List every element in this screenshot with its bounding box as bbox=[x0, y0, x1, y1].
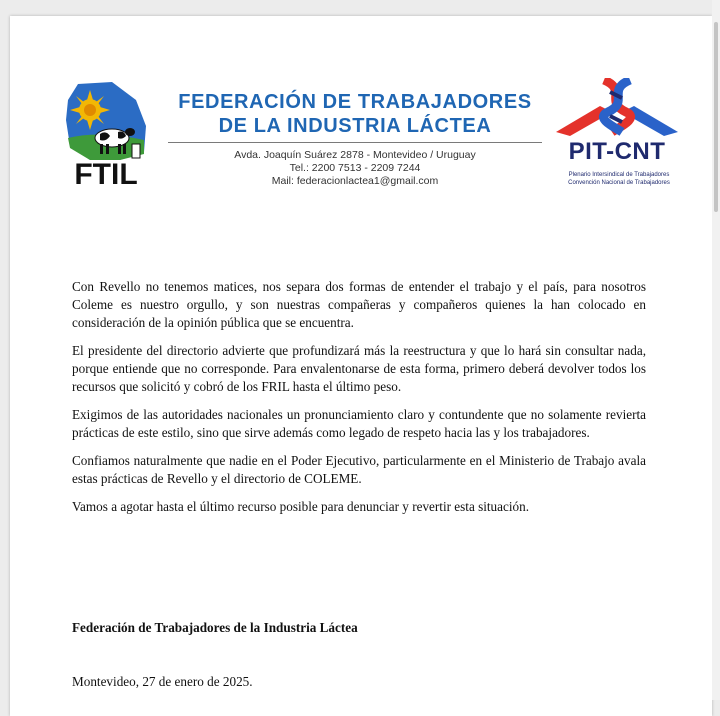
paragraph: Exigimos de las autoridades nacionales un pronunciamiento claro y contundente que no solamente revierta prácticas de este estilo, sino que sirve además como legado de respeto hacia las y los trabajadores. bbox=[72, 407, 646, 440]
letter-body bbox=[72, 278, 646, 526]
address-text: Avda. Joaquín Suárez 2878 - Montevideo / Uruguay bbox=[234, 149, 476, 161]
date-line: Montevideo, 27 de enero de 2025. bbox=[72, 674, 253, 689]
federation-title-line2: DE LA INDUSTRIA LÁCTEA bbox=[218, 115, 492, 137]
header-divider bbox=[168, 142, 542, 143]
pit-cnt-emblem-icon bbox=[556, 78, 678, 136]
pit-cnt-logo bbox=[556, 78, 678, 190]
signature: Federación de Trabajadores de la Industria Láctea bbox=[72, 620, 358, 635]
pit-cnt-title: PIT-CNT bbox=[568, 138, 666, 165]
vertical-scrollbar[interactable] bbox=[712, 0, 720, 700]
pit-cnt-subtitle-1: Plenario Intersindical de Trabajadores bbox=[568, 172, 670, 178]
phone-text: Tel.: 2200 7513 - 2209 7244 bbox=[289, 162, 421, 174]
pit-cnt-subtitle-2: Convención Nacional de Trabajadores bbox=[568, 180, 670, 186]
scrollbar-thumb[interactable] bbox=[714, 22, 718, 212]
ftil-logo-text: FTIL bbox=[74, 158, 138, 188]
federation-title bbox=[160, 90, 550, 138]
paragraph: El presidente del directorio advierte que profundizará más la reestructura y que lo hará sin consultar nada, porque entiende que no corresponde. Para envalentonarse de esta forma, primero deberá devolver todos los recursos que solicitó y cobró de los FRIL hasta el último peso. bbox=[72, 343, 646, 394]
mail-text: Mail: federacionlactea1@gmail.com bbox=[271, 175, 439, 187]
document-page bbox=[10, 16, 712, 716]
ftil-logo bbox=[60, 80, 152, 188]
paragraph: Con Revello no tenemos matices, nos separa dos formas de entender el trabajo y el país, para nosotros Coleme es nuestro orgullo, y son nuestras compañeras y compañeros quienes la han colocado en consideración de la opinión pública que se encuentra. bbox=[72, 279, 646, 330]
paragraph: Vamos a agotar hasta el último recurso posible para denunciar y revertir esta situación. bbox=[72, 499, 530, 514]
federation-title-line1: FEDERACIÓN DE TRABAJADORES bbox=[178, 91, 532, 113]
paragraph: Confiamos naturalmente que nadie en el Poder Ejecutivo, particularmente en el Ministerio de Trabajo avala estas prácticas de Revello y el directorio de COLEME. bbox=[72, 453, 646, 486]
